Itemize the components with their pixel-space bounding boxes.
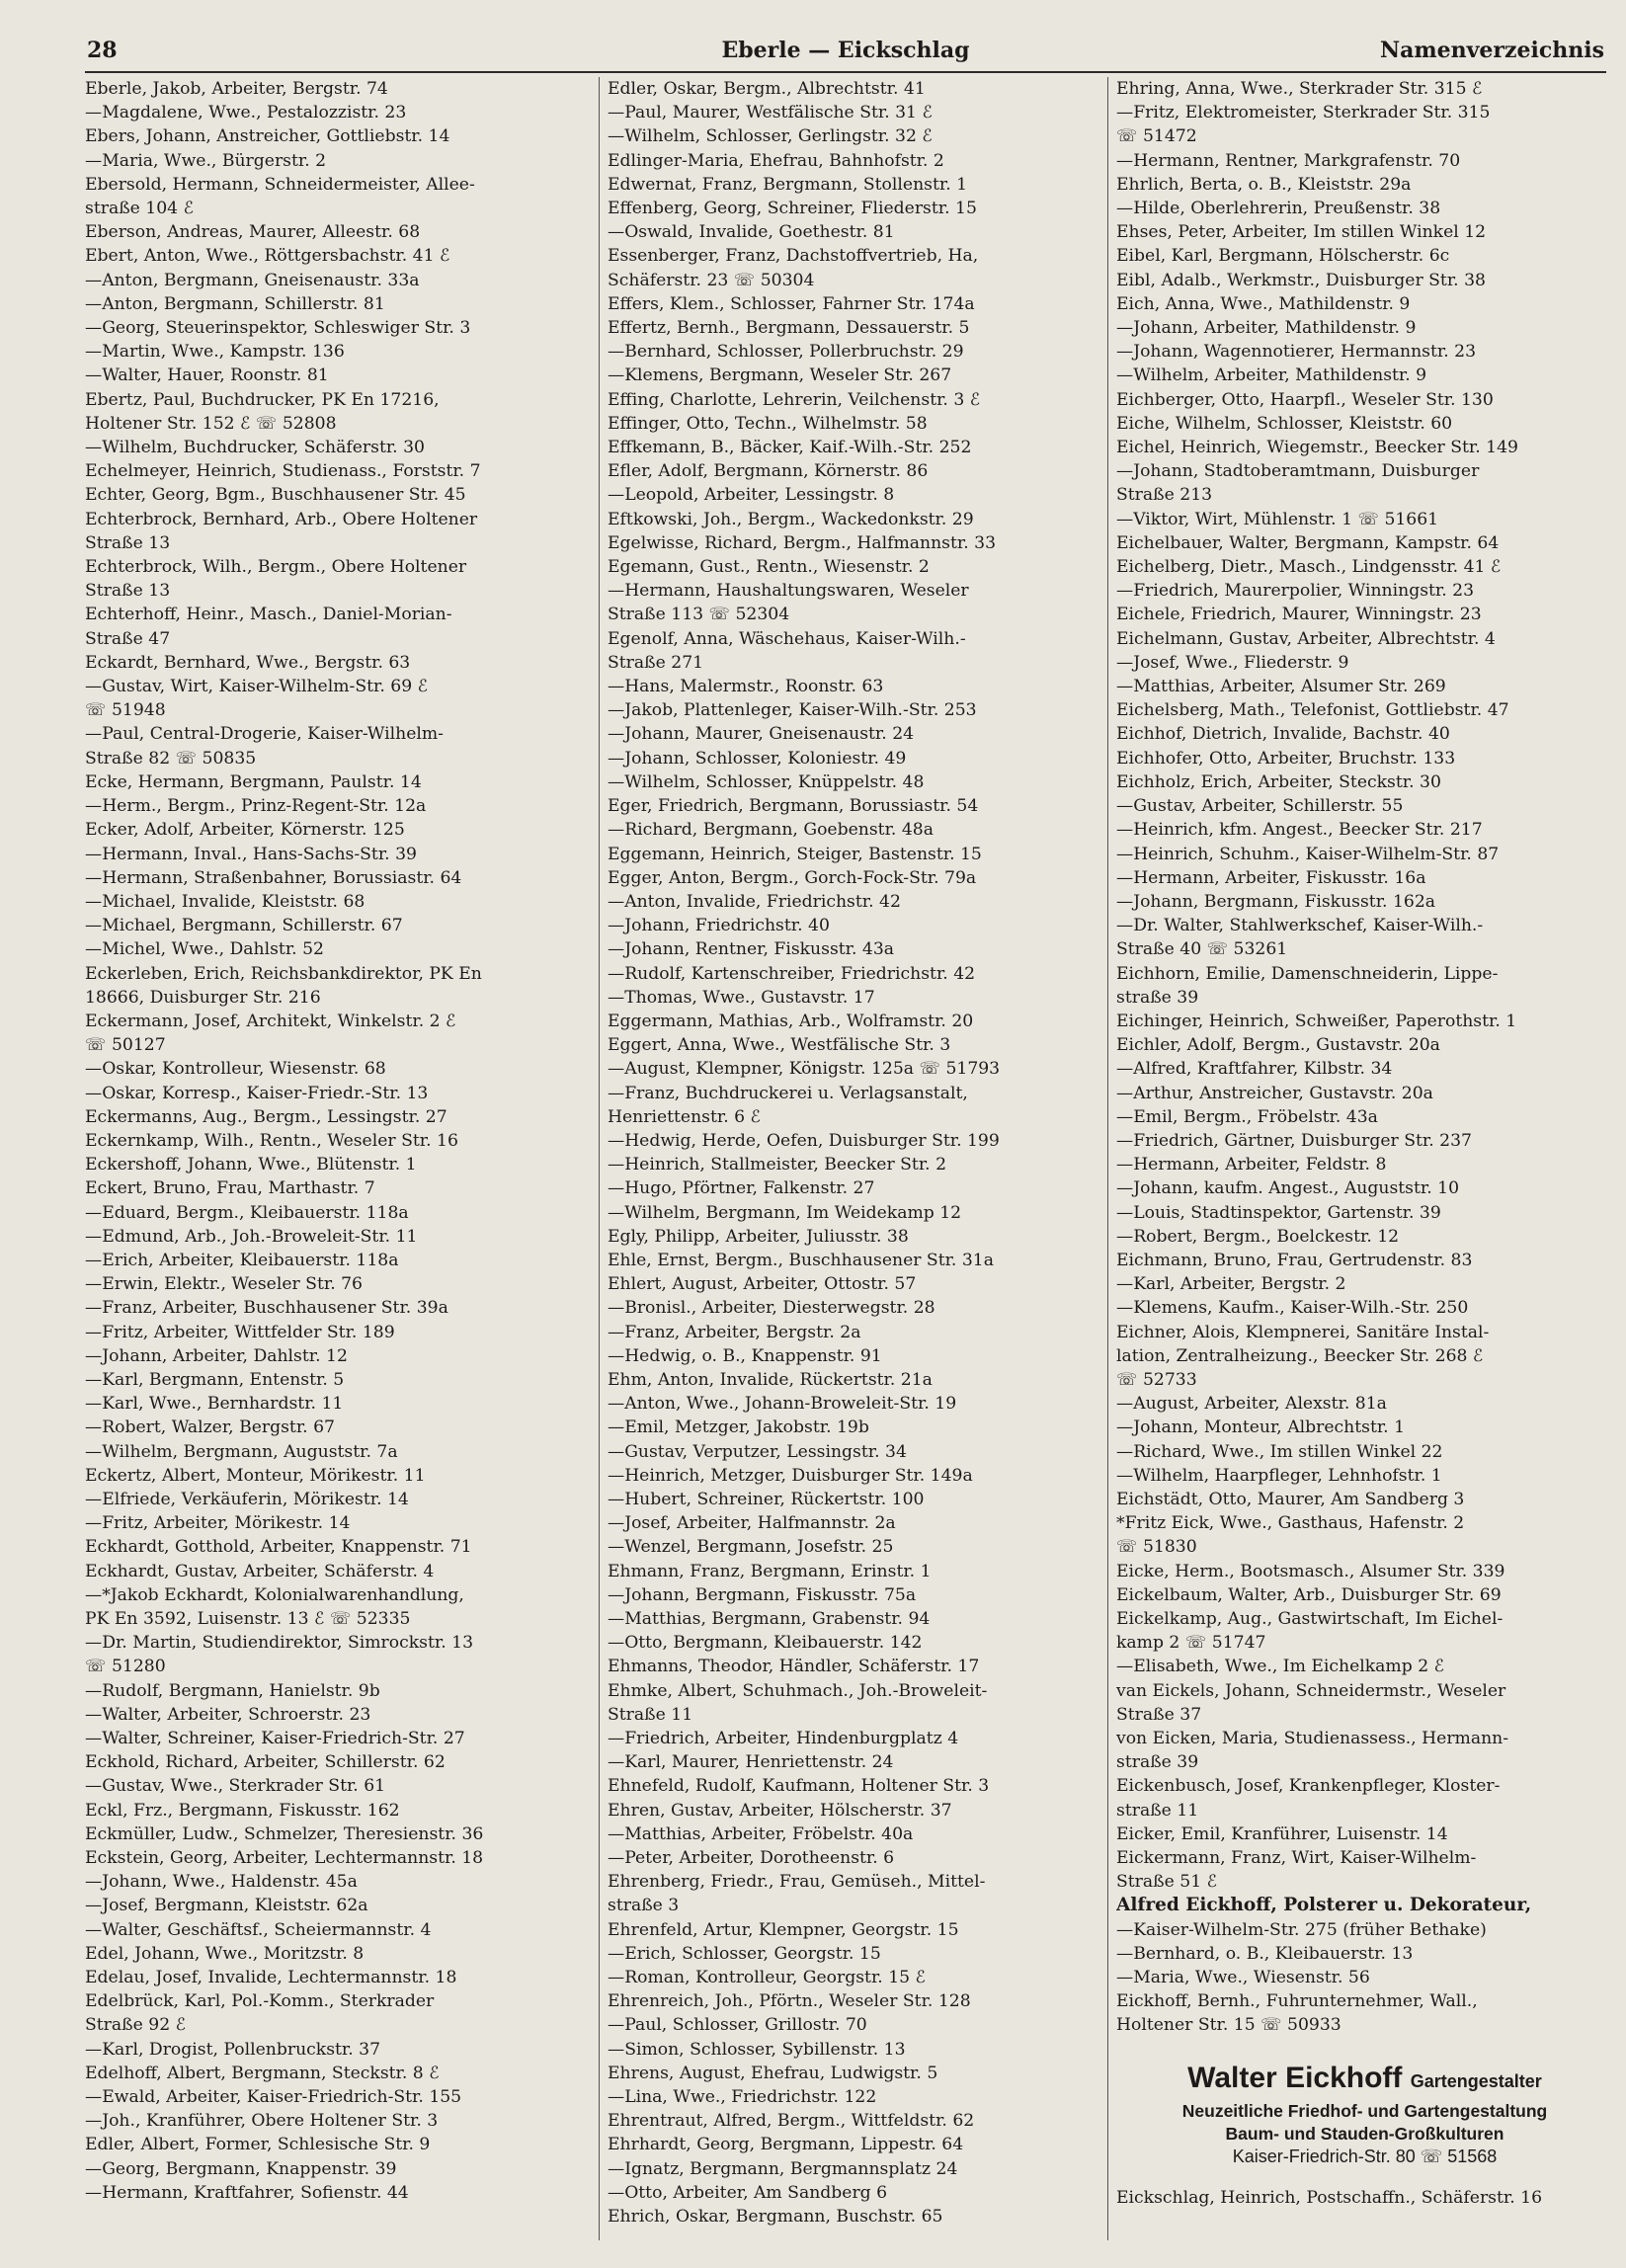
directory-entry: —Bernhard, o. B., Kleibauerstr. 13: [1116, 1943, 1414, 1964]
directory-entry: Ebert, Anton, Wwe., Röttgersbachstr. 41 ℰ: [85, 246, 450, 267]
directory-entry: —Oskar, Kontrolleur, Wiesenstr. 68: [85, 1059, 386, 1080]
directory-entry: —Johann, Stadtoberamtmann, Duisburger: [1116, 461, 1480, 482]
directory-entry: —Michael, Bergmann, Schillerstr. 67: [85, 916, 403, 936]
directory-entry: Ecke, Hermann, Bergmann, Paulstr. 14: [85, 771, 422, 792]
directory-entry: von Eicken, Maria, Studienassess., Hermann-: [1116, 1729, 1509, 1749]
directory-entry: —Otto, Bergmann, Kleibauerstr. 142: [608, 1633, 923, 1654]
directory-entry: Edler, Oskar, Bergm., Albrechtstr. 41: [608, 79, 926, 99]
directory-entry: Eckerleben, Erich, Reichsbankdirektor, PK En: [85, 963, 482, 984]
directory-entry: —Oskar, Korresp., Kaiser-Friedr.-Str. 13: [85, 1083, 429, 1103]
directory-entry: Ehring, Anna, Wwe., Sterkrader Str. 315 ℰ: [1116, 79, 1483, 99]
directory-entry: Echelmeyer, Heinrich, Studienass., Forststr. 7: [85, 461, 481, 482]
directory-entry: —Gustav, Wirt, Kaiser-Wilhelm-Str. 69 ℰ: [85, 677, 429, 697]
directory-entry: Ehrich, Oskar, Bergmann, Buschstr. 65: [608, 2207, 943, 2228]
directory-entry: —Arthur, Anstreicher, Gustavstr. 20a: [1116, 1083, 1433, 1103]
directory-entry: Straße 113 ☏ 52304: [608, 605, 790, 625]
directory-entry: Eickelkamp, Aug., Gastwirtschaft, Im Eichel-: [1116, 1609, 1504, 1629]
directory-entry: Schäferstr. 23 ☏ 50304: [608, 270, 815, 290]
directory-entry: Edler, Albert, Former, Schlesische Str. 9: [85, 2135, 431, 2155]
directory-entry: —Simon, Schlosser, Sybillenstr. 13: [608, 2039, 906, 2060]
directory-entry: Eggemann, Heinrich, Steiger, Bastenstr. 15: [608, 844, 982, 864]
directory-entry: Edelau, Josef, Invalide, Lechtermannstr. 18: [85, 1968, 457, 1988]
directory-entry: —Robert, Walzer, Bergstr. 67: [85, 1418, 335, 1438]
directory-entry: Eichelbauer, Walter, Bergmann, Kampstr. 64: [1116, 532, 1500, 553]
directory-entry: —Johann, Friedrichstr. 40: [608, 916, 830, 936]
directory-entry: —Alfred, Kraftfahrer, Kilbstr. 34: [1116, 1059, 1393, 1080]
directory-entry: Ehrenfeld, Artur, Klempner, Georgstr. 15: [608, 1919, 959, 1940]
directory-page: [85, 30, 1606, 2252]
directory-entry: —Josef, Arbeiter, Halfmannstr. 2a: [608, 1513, 896, 1534]
ad-line-1: Neuzeitliche Friedhof- und Gartengestaltung: [1181, 2100, 1548, 2121]
directory-entry: Egly, Philipp, Arbeiter, Juliusstr. 38: [608, 1226, 909, 1247]
directory-entry: —Ewald, Arbeiter, Kaiser-Friedrich-Str. 155: [85, 2087, 462, 2108]
directory-entry: Ebersold, Hermann, Schneidermeister, Allee-: [85, 174, 475, 195]
directory-entry: Eckmüller, Ludw., Schmelzer, Theresienstr. 36: [85, 1823, 484, 1844]
directory-entry: Eckstein, Georg, Arbeiter, Lechtermannstr. 18: [85, 1848, 484, 1869]
directory-entry: Edlinger-Maria, Ehefrau, Bahnhofstr. 2: [608, 150, 944, 171]
page-number: 28: [87, 38, 118, 63]
directory-entry: Straße 13: [85, 581, 171, 602]
directory-entry: —Lina, Wwe., Friedrichstr. 122: [608, 2087, 877, 2108]
directory-entry: —Richard, Bergmann, Goebenstr. 48a: [608, 820, 934, 841]
directory-entry: Eckert, Bruno, Frau, Marthastr. 7: [85, 1178, 375, 1199]
directory-entry: —Louis, Stadtinspektor, Gartenstr. 39: [1116, 1202, 1441, 1223]
directory-entry: —Georg, Bergmann, Knappenstr. 39: [85, 2158, 397, 2179]
directory-entry: Effers, Klem., Schlosser, Fahrner Str. 174a: [608, 293, 975, 314]
directory-entry: Eickermann, Franz, Wirt, Kaiser-Wilhelm-: [1116, 1848, 1477, 1869]
directory-entry: —Bronisl., Arbeiter, Diesterwegstr. 28: [608, 1298, 935, 1319]
directory-entry: Egelwisse, Richard, Bergm., Halfmannstr. 33: [608, 532, 997, 553]
directory-entry: —Hermann, Kraftfahrer, Sofienstr. 44: [85, 2182, 409, 2203]
directory-entry: —Wilhelm, Haarpfleger, Lehnhofstr. 1: [1116, 1465, 1442, 1486]
directory-entry: Eckhardt, Gotthold, Arbeiter, Knappenstr. 71: [85, 1537, 472, 1558]
directory-entry: —Johann, Schlosser, Koloniestr. 49: [608, 748, 907, 769]
directory-entry: Holtener Str. 152 ℰ ☏ 52808: [85, 413, 337, 434]
directory-entry: Straße 271: [608, 652, 704, 673]
directory-entry: Eichhof, Dietrich, Invalide, Bachstr. 40: [1116, 724, 1450, 745]
directory-entry: —Elfriede, Verkäuferin, Mörikestr. 14: [85, 1489, 409, 1509]
directory-entry: —Gustav, Wwe., Sterkrader Str. 61: [85, 1776, 386, 1797]
directory-entry: —Wilhelm, Bergmann, Im Weidekamp 12: [608, 1202, 962, 1223]
directory-entry: —Johann, Monteur, Albrechtstr. 1: [1116, 1418, 1406, 1438]
directory-entry: Eckl, Frz., Bergmann, Fiskusstr. 162: [85, 1800, 400, 1821]
directory-entry: —Karl, Wwe., Bernhardstr. 11: [85, 1394, 344, 1415]
directory-entry: —Wilhelm, Schlosser, Gerlingstr. 32 ℰ: [608, 126, 933, 147]
directory-entry: Eckernkamp, Wilh., Rentn., Weseler Str. 16: [85, 1130, 458, 1151]
directory-entry: —Fritz, Arbeiter, Wittfelder Str. 189: [85, 1322, 395, 1342]
directory-entry: Ehmanns, Theodor, Händler, Schäferstr. 17: [608, 1657, 980, 1677]
directory-entry: —Josef, Bergmann, Kleiststr. 62a: [85, 1896, 368, 1916]
directory-entry: —Edmund, Arb., Joh.-Broweleit-Str. 11: [85, 1226, 418, 1247]
directory-entry: Eckermann, Josef, Architekt, Winkelstr. 2 ℰ: [85, 1011, 456, 1031]
directory-entry: ☏ 51948: [85, 700, 166, 721]
directory-entry: Straße 82 ☏ 50835: [85, 748, 257, 769]
directory-entry: —Hans, Malermstr., Roonstr. 63: [608, 677, 884, 697]
directory-entry: Ebers, Johann, Anstreicher, Gottliebstr. 14: [85, 126, 450, 147]
directory-entry: —Johann, kaufm. Angest., Auguststr. 10: [1116, 1178, 1460, 1199]
directory-entry: Egger, Anton, Bergm., Gorch-Fock-Str. 79a: [608, 867, 977, 888]
directory-entry: —Hubert, Schreiner, Rückertstr. 100: [608, 1489, 925, 1509]
directory-entry: —Joh., Kranführer, Obere Holtener Str. 3: [85, 2111, 439, 2132]
directory-entry: —Hedwig, o. B., Knappenstr. 91: [608, 1345, 882, 1366]
directory-entry: —Ignatz, Bergmann, Bergmannsplatz 24: [608, 2158, 958, 2179]
directory-entry: Eger, Friedrich, Bergmann, Borussiastr. 54: [608, 796, 979, 817]
directory-entry: Eckhold, Richard, Arbeiter, Schillerstr. 62: [85, 1752, 446, 1773]
directory-entry: Eibl, Adalb., Werkmstr., Duisburger Str. 38: [1116, 270, 1486, 290]
directory-entry: Eichele, Friedrich, Maurer, Winningstr. 23: [1116, 605, 1482, 625]
directory-entry: —Walter, Hauer, Roonstr. 81: [85, 365, 329, 386]
directory-entry: Ehnefeld, Rudolf, Kaufmann, Holtener Str. 3: [608, 1776, 990, 1797]
directory-entry: ☏ 51830: [1116, 1537, 1197, 1558]
directory-entry: Henriettenstr. 6 ℰ: [608, 1106, 761, 1127]
directory-entry: Ehses, Peter, Arbeiter, Im stillen Winkel 12: [1116, 222, 1487, 243]
directory-entry: Eichhorn, Emilie, Damenschneiderin, Lippe-: [1116, 963, 1499, 984]
directory-entry: Eichstädt, Otto, Maurer, Am Sandberg 3: [1116, 1489, 1465, 1509]
directory-entry: —Karl, Bergmann, Entenstr. 5: [85, 1369, 345, 1390]
directory-entry: —Eduard, Bergm., Kleibauerstr. 118a: [85, 1202, 409, 1223]
directory-entry: Straße 92 ℰ: [85, 2015, 187, 2036]
directory-entry: Edelhoff, Albert, Bergmann, Steckstr. 8 ℰ: [85, 2063, 440, 2083]
directory-entry: Straße 11: [608, 1704, 693, 1725]
directory-entry: —Martin, Wwe., Kampstr. 136: [85, 342, 345, 363]
directory-entry: straße 11: [1116, 1800, 1199, 1821]
directory-entry: Eickschlag, Heinrich, Postschaffn., Schäferstr. 16: [1116, 2187, 1543, 2208]
directory-entry: van Eickels, Johann, Schneidermstr., Weseler: [1116, 1680, 1506, 1701]
directory-entry: —Wenzel, Bergmann, Josefstr. 25: [608, 1537, 894, 1558]
directory-entry: Efler, Adolf, Bergmann, Körnerstr. 86: [608, 461, 929, 482]
directory-entry: Eichelmann, Gustav, Arbeiter, Albrechtstr. 4: [1116, 628, 1496, 649]
directory-entry: —Friedrich, Maurerpolier, Winningstr. 23: [1116, 581, 1475, 602]
directory-entry: Straße 13: [85, 532, 171, 553]
directory-entry: ☏ 51472: [1116, 126, 1197, 147]
directory-entry: —Hermann, Haushaltungswaren, Weseler: [608, 581, 969, 602]
directory-entry: —Heinrich, Metzger, Duisburger Str. 149a: [608, 1465, 973, 1486]
directory-entry: —Hermann, Rentner, Markgrafenstr. 70: [1116, 150, 1461, 171]
directory-entry: Eickenbusch, Josef, Krankenpfleger, Kloster-: [1116, 1776, 1501, 1797]
directory-entry: —Karl, Arbeiter, Bergstr. 2: [1116, 1274, 1346, 1295]
directory-entry: —Robert, Bergm., Boelckestr. 12: [1116, 1226, 1400, 1247]
directory-entry: —Emil, Metzger, Jakobstr. 19b: [608, 1418, 869, 1438]
directory-entry: Eichner, Alois, Klempnerei, Sanitäre Instal-: [1116, 1322, 1490, 1342]
ad-company-trade: Gartengestalter: [1410, 2070, 1542, 2091]
ad-line-2: Baum- und Stauden-Großkulturen: [1225, 2123, 1504, 2144]
directory-entry: Eckermanns, Aug., Bergm., Lessingstr. 27: [85, 1106, 447, 1127]
directory-entry: —Karl, Drogist, Pollenbruckstr. 37: [85, 2039, 381, 2060]
directory-entry: —Franz, Arbeiter, Bergstr. 2a: [608, 1322, 861, 1342]
directory-entry: —Magdalene, Wwe., Pestalozzistr. 23: [85, 103, 407, 123]
directory-entry: Ehrlich, Berta, o. B., Kleiststr. 29a: [1116, 174, 1412, 195]
directory-entry: —Hermann, Arbeiter, Fiskusstr. 16a: [1116, 867, 1426, 888]
directory-entry: Effertz, Bernh., Bergmann, Dessauerstr. 5: [608, 318, 970, 339]
directory-entry: Ehle, Ernst, Bergm., Buschhausener Str. 31a: [608, 1250, 994, 1270]
directory-entry: Essenberger, Franz, Dachstoffvertrieb, Ha,: [608, 246, 979, 267]
column-1: [85, 77, 584, 2240]
directory-entry: —Anton, Wwe., Johann-Broweleit-Str. 19: [608, 1394, 957, 1415]
directory-entry: Ehlert, August, Arbeiter, Ottostr. 57: [608, 1274, 917, 1295]
directory-entry: —Johann, Arbeiter, Mathildenstr. 9: [1116, 318, 1417, 339]
directory-entry: Alfred Eickhoff, Polsterer u. Dekorateur,: [1116, 1895, 1532, 1916]
directory-entry: —Matthias, Arbeiter, Alsumer Str. 269: [1116, 677, 1446, 697]
directory-entry: —Friedrich, Arbeiter, Hindenburgplatz 4: [608, 1729, 959, 1749]
directory-entry: Echterhoff, Heinr., Masch., Daniel-Morian-: [85, 605, 452, 625]
directory-entry: —Michael, Invalide, Kleiststr. 68: [85, 891, 366, 912]
directory-entry: Edwernat, Franz, Bergmann, Stollenstr. 1: [608, 174, 968, 195]
directory-entry: Eckhardt, Gustav, Arbeiter, Schäferstr. 4: [85, 1561, 435, 1581]
directory-entry: Ehrens, August, Ehefrau, Ludwigstr. 5: [608, 2063, 938, 2083]
ad-company-name: Walter Eickhoff: [1187, 2061, 1403, 2094]
directory-entry: —Paul, Schlosser, Grillostr. 70: [608, 2015, 867, 2036]
directory-entry: —Georg, Steuerinspektor, Schleswiger Str. 3: [85, 318, 471, 339]
separator: [1116, 2168, 1613, 2186]
directory-entry: —Wilhelm, Schlosser, Knüppelstr. 48: [608, 771, 925, 792]
directory-entry: Holtener Str. 15 ☏ 50933: [1116, 2015, 1341, 2036]
directory-entry: —Franz, Arbeiter, Buschhausener Str. 39a: [85, 1298, 448, 1319]
directory-entry: Eckardt, Bernhard, Wwe., Bergstr. 63: [85, 652, 411, 673]
directory-entry: Straße 47: [85, 628, 171, 649]
directory-entry: —Heinrich, Stallmeister, Beecker Str. 2: [608, 1155, 947, 1175]
directory-entry: kamp 2 ☏ 51747: [1116, 1633, 1266, 1654]
directory-entry: Ehrentraut, Alfred, Bergm., Wittfeldstr. 62: [608, 2111, 975, 2132]
directory-entry: —Hermann, Straßenbahner, Borussiastr. 64: [85, 867, 462, 888]
directory-entry: Ebertz, Paul, Buchdrucker, PK En 17216,: [85, 389, 440, 410]
name-range: Eberle — Eickschlag: [721, 38, 970, 63]
directory-entry: Edelbrück, Karl, Pol.-Komm., Sterkrader: [85, 1991, 435, 2012]
directory-entry: Eiche, Wilhelm, Schlosser, Kleiststr. 60: [1116, 413, 1453, 434]
directory-entry: —Gustav, Verputzer, Lessingstr. 34: [608, 1441, 907, 1462]
directory-entry: —August, Arbeiter, Alexstr. 81a: [1116, 1394, 1387, 1415]
directory-entry: —Walter, Arbeiter, Schroerstr. 23: [85, 1704, 371, 1725]
directory-entry: —Erwin, Elektr., Weseler Str. 76: [85, 1274, 363, 1295]
directory-entry: —Rudolf, Bergmann, Hanielstr. 9b: [85, 1680, 380, 1701]
directory-entry: Ehmann, Franz, Bergmann, Erinstr. 1: [608, 1561, 932, 1581]
directory-entry: Effkemann, B., Bäcker, Kaif.-Wilh.-Str. 252: [608, 438, 972, 458]
directory-entry: —Anton, Bergmann, Schillerstr. 81: [85, 293, 385, 314]
directory-entry: Eckertz, Albert, Monteur, Mörikestr. 11: [85, 1465, 426, 1486]
directory-entry: Eicke, Herm., Bootsmasch., Alsumer Str. 339: [1116, 1561, 1505, 1581]
directory-entry: —Otto, Arbeiter, Am Sandberg 6: [608, 2182, 888, 2203]
directory-entry: —Hermann, Inval., Hans-Sachs-Str. 39: [85, 844, 417, 864]
directory-entry: Eickelbaum, Walter, Arb., Duisburger Str. 69: [1116, 1584, 1502, 1605]
directory-entry: —Bernhard, Schlosser, Pollerbruchstr. 29: [608, 342, 964, 363]
directory-entry: —Thomas, Wwe., Gustavstr. 17: [608, 987, 875, 1008]
directory-entry: —Hugo, Pförtner, Falkenstr. 27: [608, 1178, 875, 1199]
directory-entry: Echterbrock, Bernhard, Arb., Obere Holtener: [85, 509, 478, 529]
ad-address: Kaiser-Friedrich-Str. 80 ☏ 51568: [1232, 2146, 1498, 2166]
directory-entry: *Fritz Eick, Wwe., Gasthaus, Hafenstr. 2: [1116, 1513, 1465, 1534]
directory-entry: —Wilhelm, Buchdrucker, Schäferstr. 30: [85, 438, 425, 458]
directory-entry: —Anton, Invalide, Friedrichstr. 42: [608, 891, 901, 912]
directory-entry: Eichel, Heinrich, Wiegemstr., Beecker Str. 149: [1116, 438, 1518, 458]
directory-entry: —Johann, Wwe., Haldenstr. 45a: [85, 1872, 358, 1893]
directory-entry: —Dr. Martin, Studiendirektor, Simrockstr. 13: [85, 1633, 474, 1654]
directory-entry: —Jakob, Plattenleger, Kaiser-Wilh.-Str. 253: [608, 700, 977, 721]
directory-entry: straße 104 ℰ: [85, 199, 194, 219]
advertisement: [1116, 2060, 1613, 2168]
directory-entry: —Oswald, Invalide, Goethestr. 81: [608, 222, 895, 243]
directory-entry: PK En 3592, Luisenstr. 13 ℰ ☏ 52335: [85, 1609, 411, 1629]
directory-entry: Edel, Johann, Wwe., Moritzstr. 8: [85, 1943, 365, 1964]
directory-entry: —Walter, Geschäftsf., Scheiermannstr. 4: [85, 1919, 432, 1940]
directory-entry: Eberle, Jakob, Arbeiter, Bergstr. 74: [85, 79, 388, 99]
ad-company: [1116, 2060, 1613, 2100]
directory-entry: Eichelsberg, Math., Telefonist, Gottliebstr. 47: [1116, 700, 1509, 721]
directory-entry: Ehren, Gustav, Arbeiter, Hölscherstr. 37: [608, 1800, 952, 1821]
directory-entry: —Josef, Wwe., Fliederstr. 9: [1116, 652, 1349, 673]
directory-entry: —August, Klempner, Königstr. 125a ☏ 51793: [608, 1059, 1001, 1080]
directory-entry: Straße 51 ℰ: [1116, 1872, 1218, 1893]
directory-entry: —Karl, Maurer, Henriettenstr. 24: [608, 1752, 894, 1773]
directory-entry: —Klemens, Bergmann, Weseler Str. 267: [608, 365, 952, 386]
directory-entry: Eibel, Karl, Bergmann, Hölscherstr. 6c: [1116, 246, 1450, 267]
directory-entry: ☏ 51280: [85, 1657, 166, 1677]
directory-entry: Effinger, Otto, Techn., Wilhelmstr. 58: [608, 413, 928, 434]
directory-entry: Eichinger, Heinrich, Schweißer, Paperothstr. 1: [1116, 1011, 1517, 1031]
directory-entry: —Wilhelm, Bergmann, Auguststr. 7a: [85, 1441, 398, 1462]
directory-entry: —Johann, Bergmann, Fiskusstr. 162a: [1116, 891, 1436, 912]
column-3: [1107, 77, 1613, 2240]
directory-entry: —Peter, Arbeiter, Dorotheenstr. 6: [608, 1848, 895, 1869]
directory-entry: —Johann, Maurer, Gneisenaustr. 24: [608, 724, 915, 745]
directory-entry: —Hermann, Arbeiter, Feldstr. 8: [1116, 1155, 1387, 1175]
directory-entry: Eichelberg, Dietr., Masch., Lindgensstr. 41 ℰ: [1116, 557, 1502, 578]
directory-entry: —Matthias, Arbeiter, Fröbelstr. 40a: [608, 1823, 914, 1844]
directory-entry: —Heinrich, kfm. Angest., Beecker Str. 217: [1116, 820, 1483, 841]
directory-entry: —Johann, Wagennotierer, Hermannstr. 23: [1116, 342, 1477, 363]
directory-entry: —Fritz, Arbeiter, Mörikestr. 14: [85, 1513, 351, 1534]
directory-entry: ☏ 52733: [1116, 1369, 1197, 1390]
directory-entry: —*Jakob Eckhardt, Kolonialwarenhandlung,: [85, 1584, 464, 1605]
directory-entry: —Wilhelm, Arbeiter, Mathildenstr. 9: [1116, 365, 1427, 386]
directory-entry: —Roman, Kontrolleur, Georgstr. 15 ℰ: [608, 1968, 926, 1988]
directory-entry: Eggert, Anna, Wwe., Westfälische Str. 3: [608, 1035, 951, 1056]
directory-entry: Eggermann, Mathias, Arb., Wolframstr. 20: [608, 1011, 974, 1031]
directory-entry: —Elisabeth, Wwe., Im Eichelkamp 2 ℰ: [1116, 1657, 1445, 1677]
directory-entry: Egemann, Gust., Rentn., Wiesenstr. 2: [608, 557, 930, 578]
directory-entry: Eftkowski, Joh., Bergm., Wackedonkstr. 29: [608, 509, 974, 529]
directory-entry: —Dr. Walter, Stahlwerkschef, Kaiser-Wilh.-: [1116, 916, 1484, 936]
directory-entry: —Rudolf, Kartenschreiber, Friedrichstr. 42: [608, 963, 976, 984]
section-title: Namenverzeichnis: [1380, 38, 1604, 63]
directory-entry: Eich, Anna, Wwe., Mathildenstr. 9: [1116, 293, 1411, 314]
directory-entry: ☏ 50127: [85, 1035, 166, 1056]
directory-entry: Straße 40 ☏ 53261: [1116, 939, 1288, 960]
page-header: [85, 30, 1606, 73]
directory-entry: Ehrenberg, Friedr., Frau, Gemüseh., Mittel-: [608, 1872, 986, 1893]
directory-entry: Egenolf, Anna, Wäschehaus, Kaiser-Wilh.-: [608, 628, 966, 649]
directory-entry: —Johann, Bergmann, Fiskusstr. 75a: [608, 1584, 917, 1605]
directory-entry: Eichberger, Otto, Haarpfl., Weseler Str. 130: [1116, 389, 1494, 410]
directory-entry: Ehrhardt, Georg, Bergmann, Lippestr. 64: [608, 2135, 964, 2155]
directory-entry: straße 39: [1116, 1752, 1199, 1773]
directory-entry: Effenberg, Georg, Schreiner, Fliederstr. 15: [608, 199, 977, 219]
directory-entry: Eberson, Andreas, Maurer, Alleestr. 68: [85, 222, 421, 243]
directory-entry: —Matthias, Bergmann, Grabenstr. 94: [608, 1609, 931, 1629]
directory-entry: —Michel, Wwe., Dahlstr. 52: [85, 939, 324, 960]
directory-entry: Echter, Georg, Bgm., Buschhausener Str. 45: [85, 485, 466, 506]
directory-entry: —Leopold, Arbeiter, Lessingstr. 8: [608, 485, 895, 506]
directory-entry: —Herm., Bergm., Prinz-Regent-Str. 12a: [85, 796, 427, 817]
directory-entry: —Walter, Schreiner, Kaiser-Friedrich-Str. 27: [85, 1729, 465, 1749]
directory-entry: Eckershoff, Johann, Wwe., Blütenstr. 1: [85, 1155, 417, 1175]
directory-entry: —Fritz, Elektromeister, Sterkrader Str. 315: [1116, 103, 1491, 123]
directory-entry: Eichmann, Bruno, Frau, Gertrudenstr. 83: [1116, 1250, 1473, 1270]
directory-entry: —Friedrich, Gärtner, Duisburger Str. 237: [1116, 1130, 1472, 1151]
directory-entry: Straße 37: [1116, 1704, 1202, 1725]
directory-entry: straße 39: [1116, 987, 1199, 1008]
directory-entry: —Gustav, Arbeiter, Schillerstr. 55: [1116, 796, 1404, 817]
directory-entry: —Hedwig, Herde, Oefen, Duisburger Str. 199: [608, 1130, 1000, 1151]
directory-entry: —Heinrich, Schuhm., Kaiser-Wilhelm-Str. 87: [1116, 844, 1500, 864]
directory-entry: 18666, Duisburger Str. 216: [85, 987, 321, 1008]
directory-entry: —Erich, Schlosser, Georgstr. 15: [608, 1943, 881, 1964]
directory-entry: —Anton, Bergmann, Gneisenaustr. 33a: [85, 270, 420, 290]
directory-entry: —Paul, Central-Drogerie, Kaiser-Wilhelm-: [85, 724, 444, 745]
directory-entry: Effing, Charlotte, Lehrerin, Veilchenstr. 3 ℰ: [608, 389, 981, 410]
directory-entry: Eickhoff, Bernh., Fuhrunternehmer, Wall.,: [1116, 1991, 1478, 2012]
directory-entry: —Viktor, Wirt, Mühlenstr. 1 ☏ 51661: [1116, 509, 1439, 529]
directory-entry: —Maria, Wwe., Wiesenstr. 56: [1116, 1968, 1370, 1988]
directory-entry: Echterbrock, Wilh., Bergm., Obere Holtener: [85, 557, 467, 578]
directory-entry: Eicker, Emil, Kranführer, Luisenstr. 14: [1116, 1823, 1448, 1844]
directory-entry: —Kaiser-Wilhelm-Str. 275 (früher Bethake): [1116, 1919, 1487, 1940]
directory-entry: —Erich, Arbeiter, Kleibauerstr. 118a: [85, 1250, 399, 1270]
directory-entry: —Emil, Bergm., Fröbelstr. 43a: [1116, 1106, 1378, 1127]
directory-entry: —Paul, Maurer, Westfälische Str. 31 ℰ: [608, 103, 933, 123]
directory-entry: —Maria, Wwe., Bürgerstr. 2: [85, 150, 327, 171]
column-2: [599, 77, 1101, 2240]
directory-entry: —Richard, Wwe., Im stillen Winkel 22: [1116, 1441, 1443, 1462]
directory-entry: Straße 213: [1116, 485, 1213, 506]
directory-entry: Ecker, Adolf, Arbeiter, Körnerstr. 125: [85, 820, 405, 841]
directory-entry: —Klemens, Kaufm., Kaiser-Wilh.-Str. 250: [1116, 1298, 1469, 1319]
directory-entry: Eichholz, Erich, Arbeiter, Steckstr. 30: [1116, 771, 1441, 792]
directory-entry: Ehmke, Albert, Schuhmach., Joh.-Broweleit-: [608, 1680, 988, 1701]
directory-entry: —Hilde, Oberlehrerin, Preußenstr. 38: [1116, 199, 1441, 219]
directory-entry: Ehm, Anton, Invalide, Rückertstr. 21a: [608, 1369, 933, 1390]
directory-entry: —Franz, Buchdruckerei u. Verlagsanstalt,: [608, 1083, 968, 1103]
directory-entry: —Johann, Arbeiter, Dahlstr. 12: [85, 1345, 348, 1366]
directory-entry: Ehrenreich, Joh., Pförtn., Weseler Str. 128: [608, 1991, 971, 2012]
directory-entry: Eichhofer, Otto, Arbeiter, Bruchstr. 133: [1116, 748, 1456, 769]
directory-entry: —Johann, Rentner, Fiskusstr. 43a: [608, 939, 895, 960]
directory-entry: lation, Zentralheizung., Beecker Str. 268 ℰ: [1116, 1345, 1484, 1366]
directory-entry: Eichler, Adolf, Bergm., Gustavstr. 20a: [1116, 1035, 1440, 1056]
directory-entry: straße 3: [608, 1896, 680, 1916]
